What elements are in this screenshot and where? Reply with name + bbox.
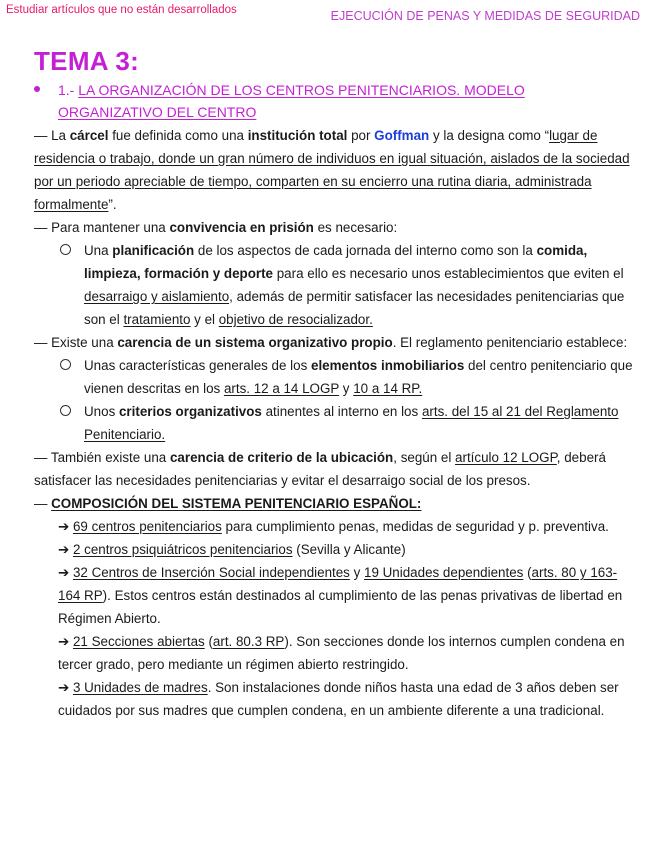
document-body xyxy=(34,124,634,722)
sub-item-elementos: Unas características generales de los elementos inmobiliarios del centro penitenciario que vienen descritas en los arts. 12 a 14 LOGP y 10 a 14 RP. xyxy=(34,354,634,400)
sub-item-planificacion: Una planificación de los aspectos de cada jornada del interno como son la comida, limpieza, formación y deporte para ello es necesario unos establecimientos que eviten el desarraigo y aislamiento, además de permitir satisfacer las necesidades penitenciarias que son el tratamiento y el objetivo de resocializador. xyxy=(34,239,634,331)
top-left-note: Estudiar artículos que no están desarrollados xyxy=(6,4,237,16)
paragraph-ubicacion: — También existe una carencia de criterio de la ubicación, según el artículo 12 LOGP, deberá satisfacer las necesidades penitenciarias y evitar el desarraigo social de los presos. xyxy=(34,450,606,488)
circle-bullet-icon xyxy=(60,359,71,370)
bullet-dot-icon xyxy=(34,86,40,92)
composicion-heading: — COMPOSICIÓN DEL SISTEMA PENITENCIARIO ESPAÑOL: xyxy=(34,496,422,511)
list-item-centros: ➔ 69 centros penitenciarios para cumplimiento penas, medidas de seguridad y p. preventiva. xyxy=(58,519,609,534)
paragraph-carcel: — La cárcel fue definida como una institución total por Goffman y la designa como “lugar de residencia o trabajo, donde un gran número de individuos en igual situación, aislados de la sociedad por un periodo apreciable de tiempo, comparten en su encierro una rutina diaria, administrada formalmente”. xyxy=(34,128,630,212)
page-title: TEMA 3: xyxy=(34,46,140,76)
document-header: EJECUCIÓN DE PENAS Y MEDIDAS DE SEGURIDAD xyxy=(330,9,640,23)
sub-item-criterios: Unos criterios organizativos atinentes al interno en los arts. del 15 al 21 del Reglamento Penitenciario. xyxy=(34,400,634,446)
list-item-madres: ➔ 3 Unidades de madres. Son instalaciones donde niños hasta una edad de 3 años deben ser cuidados por sus madres que cumplen condena, en un ambiente diferente a una tradicional. xyxy=(58,680,619,718)
paragraph-convivencia: — Para mantener una convivencia en prisión es necesario: xyxy=(34,220,398,235)
circle-bullet-icon xyxy=(60,244,71,255)
circle-bullet-icon xyxy=(60,405,71,416)
paragraph-carencia-sistema: — Existe una carencia de un sistema organizativo propio. El reglamento penitenciario establece: xyxy=(34,335,628,350)
arrow-icon: ➔ xyxy=(58,565,73,580)
section-heading: 1.- LA ORGANIZACIÓN DE LOS CENTROS PENITENCIARIOS. MODELO ORGANIZATIVO DEL CENTRO xyxy=(58,82,525,120)
list-item-cis: ➔ 32 Centros de Inserción Social independientes y 19 Unidades dependientes (arts. 80 y 163-164 RP). Estos centros están destinados al cumplimiento de las penas privativas de libertad en Régimen Abierto. xyxy=(58,565,623,626)
arrow-icon: ➔ xyxy=(58,519,73,534)
arrow-icon: ➔ xyxy=(58,680,73,695)
list-item-secciones: ➔ 21 Secciones abiertas (art. 80.3 RP). Son secciones donde los internos cumplen condena en tercer grado, pero mediante un régimen abierto restringido. xyxy=(58,634,625,672)
arrow-icon: ➔ xyxy=(58,542,73,557)
arrow-icon: ➔ xyxy=(58,634,73,649)
list-item-psiquiatricos: ➔ 2 centros psiquiátricos penitenciarios (Sevilla y Alicante) xyxy=(58,542,406,557)
